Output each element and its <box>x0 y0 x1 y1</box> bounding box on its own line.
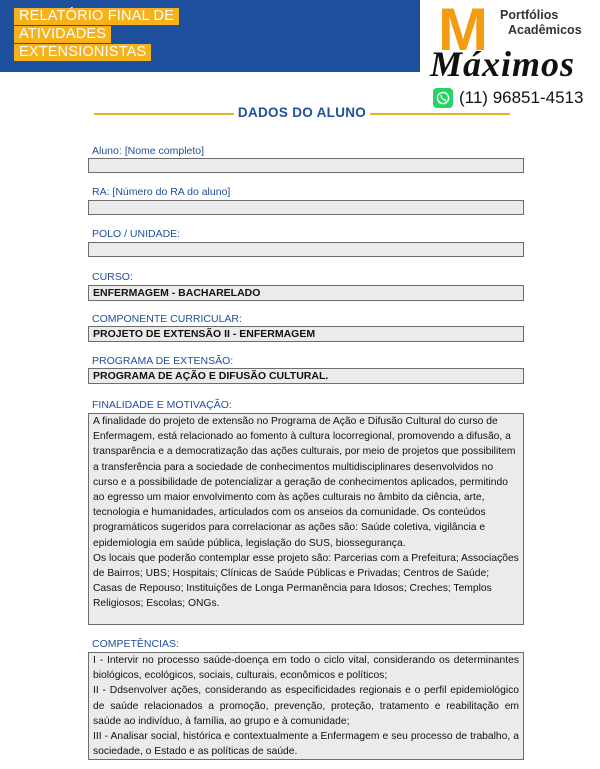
componente-field[interactable]: PROJETO DE EXTENSÃO II - ENFERMAGEM <box>88 326 524 342</box>
logo-brand: Máximos <box>430 44 576 84</box>
banner-line-1: RELATÓRIO FINAL DE <box>14 8 179 25</box>
aluno-field[interactable] <box>88 158 524 173</box>
competencias-text[interactable] <box>88 652 524 760</box>
aluno-label: Aluno: [Nome completo] <box>92 145 205 157</box>
finalidade-text[interactable] <box>88 413 524 625</box>
polo-field[interactable] <box>88 242 524 257</box>
header-banner <box>0 0 420 72</box>
banner-title <box>14 8 179 62</box>
competencia-item: II - Ddsenvolver ações, considerando as especificidades regionais e o perfil epidemiológico de saúde relacionados a promoção, prevenção, proteção, tratamento e reabilitação em saúde ao indivíduo, à família, ao grupo e à comunidade; <box>93 685 519 727</box>
section-title: DADOS DO ALUNO <box>237 105 367 120</box>
finalidade-label: FINALIDADE E MOTIVAÇÃO: <box>92 399 232 411</box>
banner-line-2: ATIVIDADES <box>14 26 111 43</box>
logo-letter: M <box>438 0 488 63</box>
logo-line-2: Acadêmicos <box>508 23 582 37</box>
programa-field[interactable]: PROGRAMA DE AÇÃO E DIFUSÃO CULTURAL. <box>88 368 524 384</box>
logo-line-1: Portfólios <box>500 8 559 22</box>
banner-line-3: EXTENSIONISTAS <box>14 44 151 61</box>
curso-field[interactable]: ENFERMAGEM - BACHARELADO <box>88 285 524 301</box>
competencia-item: III - Analisar social, histórica e contextualmente a Enfermagem e seu processo de trabalho, a sociedade, o Estado e as políticas de saúde. <box>93 731 519 758</box>
logo <box>428 0 600 84</box>
curso-label: CURSO: <box>92 271 133 283</box>
programa-label: PROGRAMA DE EXTENSÃO: <box>92 355 234 367</box>
polo-label: POLO / UNIDADE: <box>92 228 181 240</box>
finalidade-paragraph-2: Os locais que poderão contemplar esse projeto são: Parcerias com a Prefeitura; Associações de Bairros; UBS; Hospitais; Clínicas de Saúde Públicas e Privadas; Centros de Saúde; Casas de Repouso; Instituições de Longa Permanência para Idosos; Creches; Templos Religiosos; Escolas; ONGs. <box>93 552 519 610</box>
section-header <box>94 103 510 125</box>
phone-number: (11) 96851-4513 <box>459 88 584 107</box>
ra-label: RA: [Número do RA do aluno] <box>92 186 231 198</box>
ra-field[interactable] <box>88 200 524 215</box>
logo-subtitle <box>500 8 582 38</box>
divider-right <box>370 113 510 115</box>
finalidade-paragraph-1: A finalidade do projeto de extensão no Programa de Ação e Difusão Cultural do curso de Enfermagem, está relacionado ao fomento à cultura locorregional, promovendo a difusão, a transparência e a democratização das ações culturais, por meio de projetos que possibilitem a transferência para a sociedade de conhecimentos multidisciplinares desenvolvidos no curso e a possibilidade de potencializar a geração de conhecimentos aplicados, permitindo ao egresso um maior envolvimento com às ações culturais no âmbito da ciência, arte, tecnologia e humanidades, articulados com os anseios da comunidade. Os conteúdos programáticos sugeridos para correlacionar as ações são: Saúde coletiva, vigilância e epidemiologia em saúde pública, legislação do SUS, biossegurança. <box>93 416 516 549</box>
componente-label: COMPONENTE CURRICULAR: <box>92 313 242 325</box>
competencias-label: COMPETÊNCIAS: <box>92 638 179 650</box>
competencia-item: I - Intervir no processo saúde-doença em todo o ciclo vital, considerando os determinantes biológicos, ecológicos, sociais, culturais, econômicos e políticos; <box>93 655 519 682</box>
